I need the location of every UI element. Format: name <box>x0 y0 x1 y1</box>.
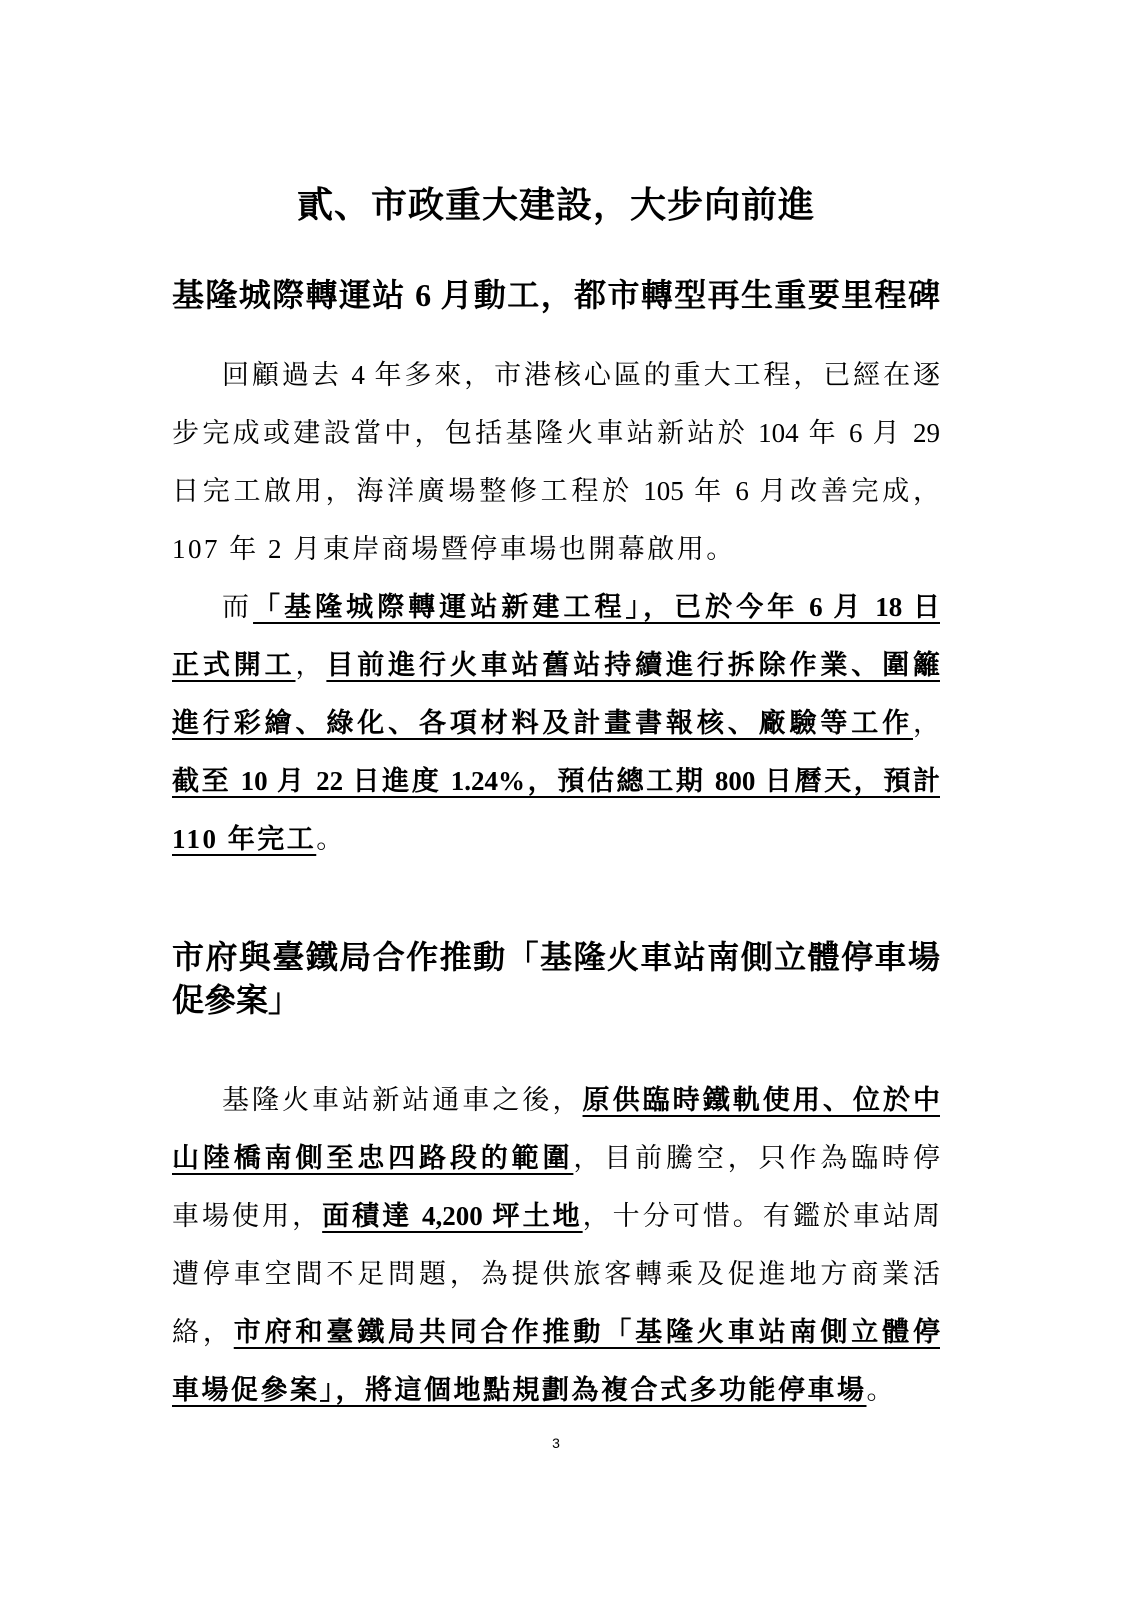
text-segment: 車場使用， <box>172 1201 323 1231</box>
emphasized-text: 目前進行火車站舊站持續進行拆除作業、圍籬 <box>326 650 940 680</box>
paragraph-line <box>172 1303 940 1361</box>
paragraph-line <box>172 578 940 636</box>
paragraph-line <box>172 1361 940 1419</box>
page-title: 貳、市政重大建設，大步向前進 <box>296 185 815 225</box>
heading-line: 促參案」 <box>172 982 301 1018</box>
emphasized-text: 正式開工 <box>172 650 296 680</box>
text-segment: ， <box>913 708 940 738</box>
paragraph-line <box>172 1071 940 1129</box>
text-segment: 。 <box>866 1375 896 1405</box>
text-segment: 絡， <box>172 1317 234 1347</box>
heading-line: 市府與臺鐵局合作推動「基隆火車站南側立體停車場 <box>172 939 940 975</box>
paragraph-line <box>172 636 940 694</box>
text-segment: 。 <box>316 824 346 854</box>
section2-body <box>172 1071 940 1419</box>
emphasized-text: 「基隆城際轉運站新建工程」，已於今年 6 月 18 日 <box>253 592 940 622</box>
emphasized-text: 進行彩繪、綠化、各項材料及計畫書報核、廠驗等工作 <box>172 708 913 738</box>
emphasized-text: 原供臨時鐵軌使用、位於中 <box>582 1085 940 1115</box>
emphasized-text: 市府和臺鐵局共同合作推動「基隆火車站南側立體停 <box>233 1317 940 1347</box>
emphasized-text: 面積達 4,200 坪土地 <box>322 1201 583 1231</box>
paragraph-line: 回顧過去 4 年多來，市港核心區的重大工程，已經在逐 <box>222 360 940 390</box>
text-segment: ，十分可惜。有鑑於車站周 <box>582 1201 940 1231</box>
page-number: 3 <box>552 1435 560 1451</box>
text-segment: 基隆火車站新站通車之後， <box>222 1085 583 1115</box>
text-segment: ， <box>295 650 327 680</box>
text-segment: 而 <box>222 592 254 622</box>
text-segment: 遭停車空間不足問題，為提供旅客轉乘及促進地方商業活 <box>172 1259 940 1289</box>
paragraph-line <box>172 1245 940 1303</box>
paragraph-line <box>172 694 940 752</box>
emphasized-text: 截至 10 月 22 日進度 1.24%，預估總工期 800 日曆天，預計 <box>172 766 940 796</box>
paragraph-line: 107 年 2 月東岸商場暨停車場也開幕啟用。 <box>172 534 736 564</box>
paragraph-line <box>172 1187 940 1245</box>
section-heading <box>172 936 940 1022</box>
paragraph-line <box>172 810 940 868</box>
emphasized-text: 車場促參案」，將這個地點規劃為複合式多功能停車場 <box>172 1375 867 1405</box>
section1-body <box>172 346 940 868</box>
paragraph-line: 步完成或建設當中，包括基隆火車站新站於 104 年 6 月 29 <box>172 418 940 448</box>
paragraph-line <box>172 1129 940 1187</box>
text-segment: ，目前騰空，只作為臨時停 <box>573 1143 940 1173</box>
section-heading: 基隆城際轉運站 6 月動工，都市轉型再生重要里程碑 <box>172 277 940 313</box>
emphasized-text: 110 年完工 <box>172 824 317 854</box>
paragraph-line: 日完工啟用，海洋廣場整修工程於 105 年 6 月改善完成， <box>172 476 940 506</box>
emphasized-text: 山陸橋南側至忠四路段的範圍 <box>172 1143 574 1173</box>
paragraph-line <box>172 752 940 810</box>
